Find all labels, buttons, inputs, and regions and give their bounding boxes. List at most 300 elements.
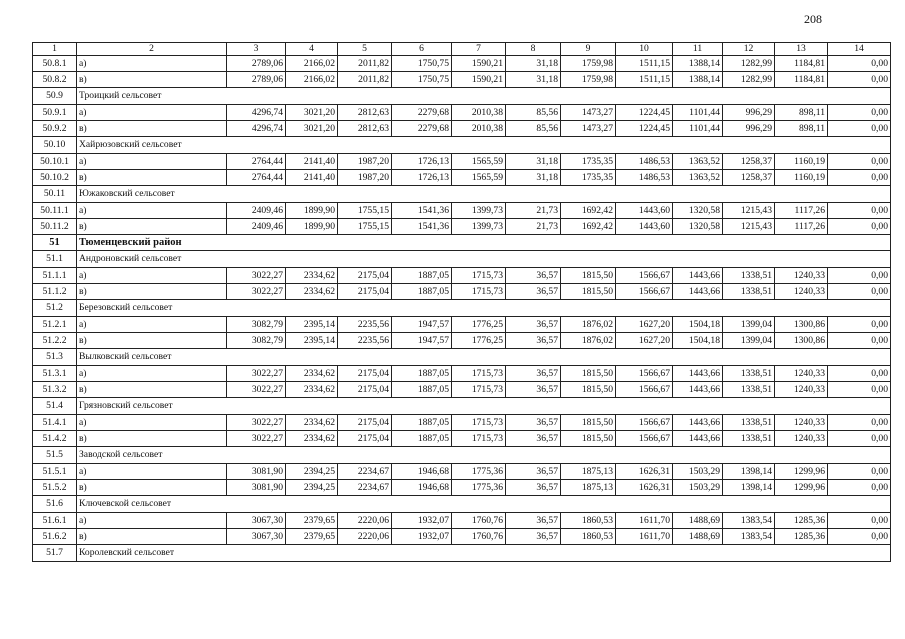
value-cell: 2175,04	[338, 366, 392, 382]
value-cell: 36,57	[506, 333, 561, 349]
value-cell: 3067,30	[227, 529, 286, 545]
table-row	[33, 480, 891, 496]
row-subitem: а)	[77, 154, 227, 170]
value-cell: 1887,05	[392, 268, 452, 284]
table-row	[33, 56, 891, 72]
value-cell: 1486,53	[616, 170, 673, 186]
column-number-cell: 9	[561, 43, 616, 56]
value-cell: 2175,04	[338, 268, 392, 284]
table-row	[33, 72, 891, 88]
value-cell: 1117,26	[775, 219, 828, 235]
value-cell: 2334,62	[286, 284, 338, 300]
column-number-cell: 8	[506, 43, 561, 56]
value-cell: 1876,02	[561, 317, 616, 333]
value-cell: 1299,96	[775, 464, 828, 480]
value-cell: 2409,46	[227, 219, 286, 235]
row-subitem: а)	[77, 268, 227, 284]
value-cell: 1101,44	[673, 121, 723, 137]
group-row	[33, 447, 891, 464]
value-cell: 31,18	[506, 72, 561, 88]
column-number-cell: 5	[338, 43, 392, 56]
value-cell: 1815,50	[561, 268, 616, 284]
value-cell: 36,57	[506, 431, 561, 447]
value-cell: 3067,30	[227, 513, 286, 529]
value-cell: 31,18	[506, 170, 561, 186]
value-cell: 2394,25	[286, 480, 338, 496]
value-cell: 1887,05	[392, 382, 452, 398]
value-cell: 2220,06	[338, 529, 392, 545]
value-cell: 36,57	[506, 382, 561, 398]
column-number-cell: 11	[673, 43, 723, 56]
value-cell: 1224,45	[616, 121, 673, 137]
row-subitem: в)	[77, 382, 227, 398]
table-row	[33, 121, 891, 137]
value-cell: 1887,05	[392, 366, 452, 382]
value-cell: 2409,46	[227, 203, 286, 219]
value-cell: 2141,40	[286, 170, 338, 186]
group-title: Андроновский сельсовет	[77, 251, 891, 268]
value-cell: 1755,15	[338, 219, 392, 235]
value-cell: 0,00	[828, 72, 891, 88]
group-title: Вылковский сельсовет	[77, 349, 891, 366]
value-cell: 2010,38	[452, 121, 506, 137]
row-subitem: а)	[77, 366, 227, 382]
value-cell: 1541,36	[392, 203, 452, 219]
value-cell: 1860,53	[561, 529, 616, 545]
value-cell: 1590,21	[452, 72, 506, 88]
value-cell: 1566,67	[616, 415, 673, 431]
value-cell: 3022,27	[227, 284, 286, 300]
value-cell: 0,00	[828, 268, 891, 284]
value-cell: 1947,57	[392, 333, 452, 349]
value-cell: 3022,27	[227, 382, 286, 398]
value-cell: 1443,66	[673, 268, 723, 284]
value-cell: 1117,26	[775, 203, 828, 219]
value-cell: 1338,51	[723, 268, 775, 284]
value-cell: 1726,13	[392, 170, 452, 186]
value-cell: 1566,67	[616, 431, 673, 447]
value-cell: 1338,51	[723, 284, 775, 300]
table-row	[33, 203, 891, 219]
value-cell: 1398,14	[723, 464, 775, 480]
row-code: 50.10.1	[33, 154, 77, 170]
row-code: 51.2	[33, 300, 77, 317]
value-cell: 1887,05	[392, 284, 452, 300]
column-number-cell: 12	[723, 43, 775, 56]
value-cell: 1504,18	[673, 333, 723, 349]
value-cell: 1215,43	[723, 203, 775, 219]
value-cell: 21,73	[506, 203, 561, 219]
value-cell: 1443,60	[616, 219, 673, 235]
value-cell: 1887,05	[392, 431, 452, 447]
value-cell: 1987,20	[338, 170, 392, 186]
value-cell: 1388,14	[673, 72, 723, 88]
value-cell: 1899,90	[286, 203, 338, 219]
group-title: Заводской сельсовет	[77, 447, 891, 464]
value-cell: 1240,33	[775, 268, 828, 284]
value-cell: 1338,51	[723, 366, 775, 382]
value-cell: 1338,51	[723, 415, 775, 431]
value-cell: 3082,79	[227, 317, 286, 333]
value-cell: 1876,02	[561, 333, 616, 349]
value-cell: 2812,63	[338, 121, 392, 137]
value-cell: 2166,02	[286, 72, 338, 88]
value-cell: 1443,66	[673, 366, 723, 382]
value-cell: 1565,59	[452, 154, 506, 170]
value-cell: 1611,70	[616, 513, 673, 529]
value-cell: 36,57	[506, 464, 561, 480]
value-cell: 1759,98	[561, 72, 616, 88]
value-cell: 3021,20	[286, 105, 338, 121]
value-cell: 36,57	[506, 268, 561, 284]
value-cell: 1815,50	[561, 431, 616, 447]
value-cell: 1590,21	[452, 56, 506, 72]
value-cell: 36,57	[506, 513, 561, 529]
value-cell: 2279,68	[392, 105, 452, 121]
row-code: 51.5.1	[33, 464, 77, 480]
value-cell: 0,00	[828, 529, 891, 545]
value-cell: 1566,67	[616, 284, 673, 300]
value-cell: 1285,36	[775, 529, 828, 545]
value-cell: 0,00	[828, 219, 891, 235]
row-subitem: в)	[77, 529, 227, 545]
row-subitem: а)	[77, 464, 227, 480]
value-cell: 898,11	[775, 121, 828, 137]
table-body	[33, 43, 891, 562]
table-row	[33, 105, 891, 121]
value-cell: 1715,73	[452, 415, 506, 431]
value-cell: 1383,54	[723, 513, 775, 529]
column-number-cell: 4	[286, 43, 338, 56]
value-cell: 1240,33	[775, 431, 828, 447]
group-row	[33, 398, 891, 415]
value-cell: 1946,68	[392, 464, 452, 480]
group-row	[33, 545, 891, 562]
value-cell: 1320,58	[673, 219, 723, 235]
value-cell: 2011,82	[338, 72, 392, 88]
table-row	[33, 415, 891, 431]
group-title: Троицкий сельсовет	[77, 88, 891, 105]
value-cell: 1282,99	[723, 56, 775, 72]
value-cell: 1626,31	[616, 480, 673, 496]
group-title: Королевский сельсовет	[77, 545, 891, 562]
column-number-cell: 3	[227, 43, 286, 56]
value-cell: 3081,90	[227, 480, 286, 496]
table-row	[33, 268, 891, 284]
row-code: 51.6.1	[33, 513, 77, 529]
page-number: 208	[804, 12, 822, 26]
row-code: 51.6.2	[33, 529, 77, 545]
row-code: 50.10	[33, 137, 77, 154]
value-cell: 1258,37	[723, 154, 775, 170]
region-row	[33, 235, 891, 251]
value-cell: 0,00	[828, 382, 891, 398]
value-cell: 0,00	[828, 154, 891, 170]
group-row	[33, 496, 891, 513]
column-number-cell: 13	[775, 43, 828, 56]
row-code: 51.1	[33, 251, 77, 268]
row-subitem: а)	[77, 56, 227, 72]
value-cell: 1399,04	[723, 317, 775, 333]
row-code: 50.9.1	[33, 105, 77, 121]
row-code: 51.2.1	[33, 317, 77, 333]
row-subitem: в)	[77, 219, 227, 235]
value-cell: 1715,73	[452, 268, 506, 284]
value-cell: 1715,73	[452, 284, 506, 300]
value-cell: 2175,04	[338, 284, 392, 300]
row-code: 51.5	[33, 447, 77, 464]
value-cell: 1101,44	[673, 105, 723, 121]
row-subitem: а)	[77, 203, 227, 219]
value-cell: 1511,15	[616, 72, 673, 88]
row-code: 51.4	[33, 398, 77, 415]
value-cell: 1224,45	[616, 105, 673, 121]
value-cell: 36,57	[506, 366, 561, 382]
value-cell: 1755,15	[338, 203, 392, 219]
row-subitem: а)	[77, 105, 227, 121]
value-cell: 36,57	[506, 415, 561, 431]
row-code: 51.1.2	[33, 284, 77, 300]
value-cell: 0,00	[828, 170, 891, 186]
value-cell: 1611,70	[616, 529, 673, 545]
value-cell: 1726,13	[392, 154, 452, 170]
value-cell: 1541,36	[392, 219, 452, 235]
value-cell: 2379,65	[286, 529, 338, 545]
value-cell: 2334,62	[286, 366, 338, 382]
row-subitem: в)	[77, 170, 227, 186]
value-cell: 1860,53	[561, 513, 616, 529]
value-cell: 1715,73	[452, 382, 506, 398]
value-cell: 1443,66	[673, 415, 723, 431]
group-title: Грязновский сельсовет	[77, 398, 891, 415]
value-cell: 1363,52	[673, 154, 723, 170]
value-cell: 36,57	[506, 529, 561, 545]
value-cell: 1760,76	[452, 513, 506, 529]
value-cell: 1775,36	[452, 464, 506, 480]
value-cell: 1503,29	[673, 464, 723, 480]
value-cell: 2011,82	[338, 56, 392, 72]
value-cell: 1750,75	[392, 72, 452, 88]
value-cell: 1692,42	[561, 203, 616, 219]
group-row	[33, 349, 891, 366]
value-cell: 2234,67	[338, 480, 392, 496]
value-cell: 1735,35	[561, 170, 616, 186]
group-title: Южаковский сельсовет	[77, 186, 891, 203]
value-cell: 3022,27	[227, 415, 286, 431]
value-cell: 0,00	[828, 56, 891, 72]
value-cell: 1240,33	[775, 382, 828, 398]
value-cell: 2234,67	[338, 464, 392, 480]
row-code: 51.4.1	[33, 415, 77, 431]
value-cell: 4296,74	[227, 105, 286, 121]
value-cell: 1240,33	[775, 284, 828, 300]
row-code: 50.8.2	[33, 72, 77, 88]
column-number-cell: 6	[392, 43, 452, 56]
row-code: 51.3.1	[33, 366, 77, 382]
row-code: 50.11.2	[33, 219, 77, 235]
tariff-table	[32, 42, 891, 562]
value-cell: 2764,44	[227, 170, 286, 186]
value-cell: 1488,69	[673, 513, 723, 529]
value-cell: 1338,51	[723, 431, 775, 447]
value-cell: 1715,73	[452, 431, 506, 447]
value-cell: 2812,63	[338, 105, 392, 121]
table-row	[33, 284, 891, 300]
column-number-cell: 1	[33, 43, 77, 56]
value-cell: 1300,86	[775, 333, 828, 349]
row-subitem: а)	[77, 415, 227, 431]
row-code: 50.9	[33, 88, 77, 105]
column-number-cell: 10	[616, 43, 673, 56]
value-cell: 1887,05	[392, 415, 452, 431]
group-row	[33, 137, 891, 154]
table-row	[33, 170, 891, 186]
value-cell: 1473,27	[561, 105, 616, 121]
row-subitem: в)	[77, 121, 227, 137]
row-code: 51.4.2	[33, 431, 77, 447]
value-cell: 2395,14	[286, 333, 338, 349]
value-cell: 85,56	[506, 121, 561, 137]
group-row	[33, 186, 891, 203]
value-cell: 1320,58	[673, 203, 723, 219]
row-code: 51.2.2	[33, 333, 77, 349]
value-cell: 1815,50	[561, 284, 616, 300]
value-cell: 85,56	[506, 105, 561, 121]
row-code: 51	[33, 235, 77, 251]
value-cell: 2334,62	[286, 382, 338, 398]
value-cell: 1240,33	[775, 415, 828, 431]
value-cell: 1160,19	[775, 154, 828, 170]
value-cell: 0,00	[828, 203, 891, 219]
value-cell: 1473,27	[561, 121, 616, 137]
value-cell: 1947,57	[392, 317, 452, 333]
value-cell: 1184,81	[775, 72, 828, 88]
group-row	[33, 300, 891, 317]
column-number-row	[33, 43, 891, 56]
table-row	[33, 431, 891, 447]
table-row	[33, 219, 891, 235]
value-cell: 1258,37	[723, 170, 775, 186]
row-code: 50.11.1	[33, 203, 77, 219]
value-cell: 2394,25	[286, 464, 338, 480]
row-subitem: в)	[77, 284, 227, 300]
row-code: 50.10.2	[33, 170, 77, 186]
table-row	[33, 513, 891, 529]
value-cell: 1285,36	[775, 513, 828, 529]
value-cell: 1815,50	[561, 415, 616, 431]
value-cell: 1215,43	[723, 219, 775, 235]
value-cell: 2235,56	[338, 317, 392, 333]
value-cell: 2789,06	[227, 56, 286, 72]
value-cell: 2789,06	[227, 72, 286, 88]
value-cell: 1282,99	[723, 72, 775, 88]
row-subitem: в)	[77, 333, 227, 349]
table-row	[33, 366, 891, 382]
group-row	[33, 251, 891, 268]
value-cell: 1383,54	[723, 529, 775, 545]
value-cell: 2334,62	[286, 268, 338, 284]
value-cell: 1503,29	[673, 480, 723, 496]
value-cell: 1240,33	[775, 366, 828, 382]
value-cell: 0,00	[828, 105, 891, 121]
value-cell: 0,00	[828, 464, 891, 480]
value-cell: 2141,40	[286, 154, 338, 170]
value-cell: 1160,19	[775, 170, 828, 186]
value-cell: 3081,90	[227, 464, 286, 480]
row-code: 50.8.1	[33, 56, 77, 72]
value-cell: 0,00	[828, 121, 891, 137]
value-cell: 0,00	[828, 317, 891, 333]
value-cell: 1775,36	[452, 480, 506, 496]
value-cell: 1692,42	[561, 219, 616, 235]
value-cell: 2279,68	[392, 121, 452, 137]
value-cell: 1776,25	[452, 333, 506, 349]
column-number-cell: 14	[828, 43, 891, 56]
value-cell: 1363,52	[673, 170, 723, 186]
column-number-cell: 2	[77, 43, 227, 56]
value-cell: 3022,27	[227, 268, 286, 284]
row-subitem: в)	[77, 431, 227, 447]
row-code: 51.6	[33, 496, 77, 513]
value-cell: 2235,56	[338, 333, 392, 349]
row-code: 51.3	[33, 349, 77, 366]
value-cell: 2220,06	[338, 513, 392, 529]
value-cell: 2334,62	[286, 415, 338, 431]
value-cell: 3082,79	[227, 333, 286, 349]
value-cell: 1715,73	[452, 366, 506, 382]
row-code: 51.7	[33, 545, 77, 562]
value-cell: 1388,14	[673, 56, 723, 72]
value-cell: 1815,50	[561, 366, 616, 382]
value-cell: 1566,67	[616, 268, 673, 284]
value-cell: 0,00	[828, 431, 891, 447]
value-cell: 1899,90	[286, 219, 338, 235]
value-cell: 1566,67	[616, 366, 673, 382]
value-cell: 1735,35	[561, 154, 616, 170]
table-row	[33, 333, 891, 349]
value-cell: 996,29	[723, 121, 775, 137]
value-cell: 996,29	[723, 105, 775, 121]
value-cell: 1443,66	[673, 382, 723, 398]
value-cell: 1987,20	[338, 154, 392, 170]
value-cell: 1398,14	[723, 480, 775, 496]
row-code: 51.3.2	[33, 382, 77, 398]
value-cell: 0,00	[828, 284, 891, 300]
value-cell: 2334,62	[286, 431, 338, 447]
row-subitem: а)	[77, 513, 227, 529]
row-code: 51.5.2	[33, 480, 77, 496]
group-title: Ключевской сельсовет	[77, 496, 891, 513]
value-cell: 36,57	[506, 480, 561, 496]
value-cell: 1627,20	[616, 317, 673, 333]
table-row	[33, 382, 891, 398]
value-cell: 1760,76	[452, 529, 506, 545]
table-row	[33, 529, 891, 545]
value-cell: 36,57	[506, 284, 561, 300]
value-cell: 2379,65	[286, 513, 338, 529]
row-code: 51.1.1	[33, 268, 77, 284]
table-row	[33, 317, 891, 333]
row-subitem: в)	[77, 480, 227, 496]
value-cell: 1504,18	[673, 317, 723, 333]
group-title: Березовский сельсовет	[77, 300, 891, 317]
value-cell: 1626,31	[616, 464, 673, 480]
value-cell: 2764,44	[227, 154, 286, 170]
value-cell: 1486,53	[616, 154, 673, 170]
value-cell: 31,18	[506, 154, 561, 170]
value-cell: 1399,73	[452, 203, 506, 219]
value-cell: 2175,04	[338, 382, 392, 398]
